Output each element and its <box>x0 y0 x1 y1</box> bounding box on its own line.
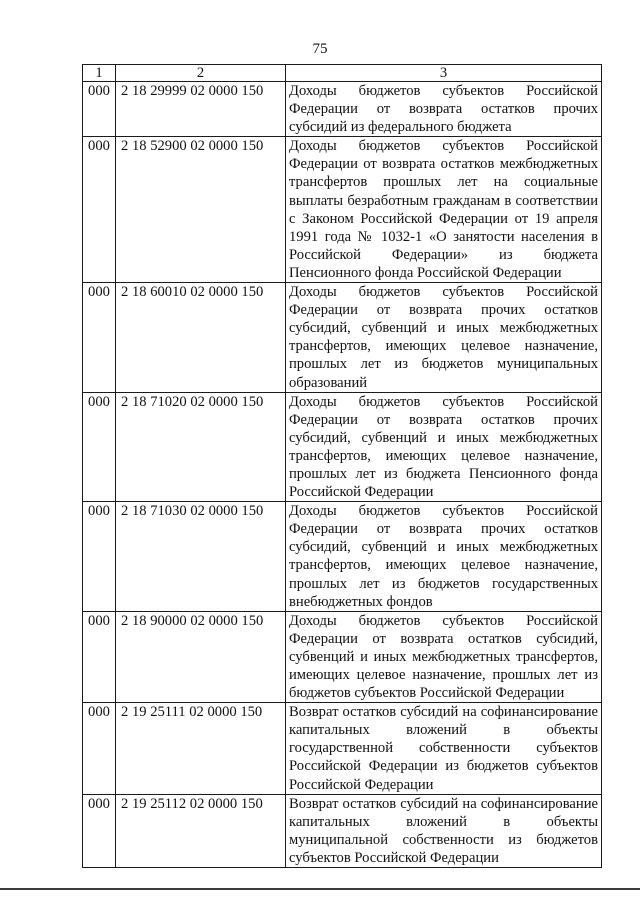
income-name-cell: Возврат остатков субсидий на софинансирование капитальных вложений в объекты муниципальной собственности из бюджетов субъектов Российской Федерации <box>286 794 602 867</box>
income-name-cell: Доходы бюджетов субъектов Российской Федерации от возврата остатков прочих субсидий из федерального бюджета <box>286 82 602 137</box>
header-col-2: 2 <box>116 65 286 82</box>
budget-code-cell: 2 18 71030 02 0000 150 <box>116 502 286 612</box>
admin-code-cell: 000 <box>83 137 116 283</box>
budget-code-cell: 2 18 52900 02 0000 150 <box>116 137 286 283</box>
income-name-cell: Доходы бюджетов субъектов Российской Федерации от возврата остатков межбюджетных трансфертов прошлых лет на социальные выплаты безработным гражданам в соответствии с Законом Российской Федерации от 19 апреля 1991 года № 1032-1 «О занятости населения в Российской Федерации» из бюджета Пенсионного фонда Российской Федерации <box>286 137 602 283</box>
income-name-cell: Доходы бюджетов субъектов Российской Федерации от возврата остатков прочих субсидий, субвенций и иных межбюджетных трансфертов, имеющих целевое назначение, прошлых лет из бюджета Пенсионного фонда Российской Федерации <box>286 392 602 502</box>
table-row <box>83 703 602 794</box>
budget-code-cell: 2 19 25112 02 0000 150 <box>116 794 286 867</box>
scan-bottom-edge <box>0 888 640 890</box>
table-header-row <box>83 65 602 82</box>
header-col-1: 1 <box>83 65 116 82</box>
income-name-cell: Доходы бюджетов субъектов Российской Федерации от возврата прочих остатков субсидий, субвенций и иных межбюджетных трансфертов, имеющих целевое назначение, прошлых лет из бюджетов муниципальных образований <box>286 283 602 393</box>
budget-code-cell: 2 18 29999 02 0000 150 <box>116 82 286 137</box>
admin-code-cell: 000 <box>83 502 116 612</box>
admin-code-cell: 000 <box>83 392 116 502</box>
admin-code-cell: 000 <box>83 703 116 794</box>
table-row <box>83 137 602 283</box>
budget-code-cell: 2 18 60010 02 0000 150 <box>116 283 286 393</box>
table-row <box>83 283 602 393</box>
budget-code-cell: 2 19 25111 02 0000 150 <box>116 703 286 794</box>
budget-code-cell: 2 18 71020 02 0000 150 <box>116 392 286 502</box>
budget-classification-table <box>82 64 602 868</box>
table-row <box>83 794 602 867</box>
table-row <box>83 82 602 137</box>
header-col-3: 3 <box>286 65 602 82</box>
page-number: 75 <box>312 41 328 57</box>
income-name-cell: Возврат остатков субсидий на софинансирование капитальных вложений в объекты государственной собственности субъектов Российской Федерации из бюджетов субъектов Российской Федерации <box>286 703 602 794</box>
budget-code-cell: 2 18 90000 02 0000 150 <box>116 611 286 702</box>
table-row <box>83 392 602 502</box>
admin-code-cell: 000 <box>83 794 116 867</box>
table-row <box>83 502 602 612</box>
admin-code-cell: 000 <box>83 82 116 137</box>
income-name-cell: Доходы бюджетов субъектов Российской Федерации от возврата остатков субсидий, субвенций и иных межбюджетных трансфертов, имеющих целевое назначение, прошлых лет из бюджетов субъектов Российской Федерации <box>286 611 602 702</box>
income-name-cell: Доходы бюджетов субъектов Российской Федерации от возврата прочих остатков субсидий, субвенций и иных межбюджетных трансфертов, имеющих целевое назначение, прошлых лет из бюджетов государственных внебюджетных фондов <box>286 502 602 612</box>
admin-code-cell: 000 <box>83 283 116 393</box>
admin-code-cell: 000 <box>83 611 116 702</box>
table-row <box>83 611 602 702</box>
